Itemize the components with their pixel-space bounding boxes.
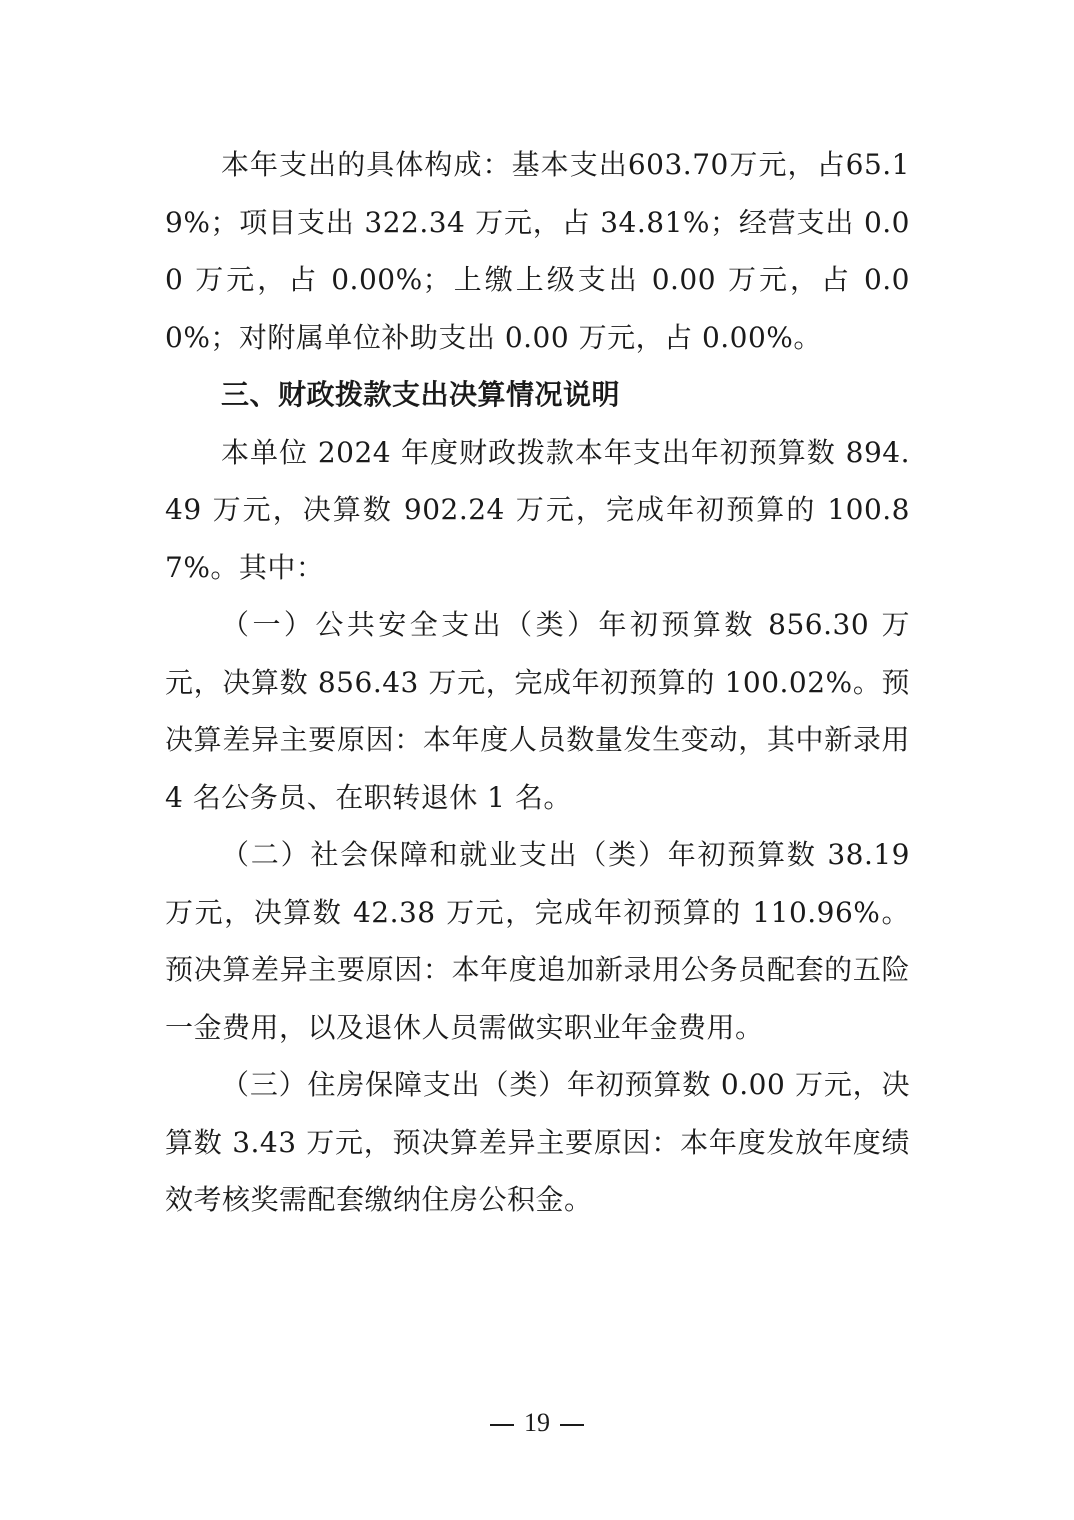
footer-dash-left <box>490 1424 514 1426</box>
paragraph-housing: （三）住房保障支出（类）年初预算数 0.00 万元，决算数 3.43 万元，预决算差异主要原因：本年度发放年度绩效考核奖需配套缴纳住房公积金。 <box>165 1068 910 1216</box>
paragraph-social-security: （二）社会保障和就业支出（类）年初预算数 38.19 万元，决算数 42.38 万元，完成年初预算的 110.96%。预决算差异主要原因：本年度追加新录用公务员配套的五险一金费用，以及退休人员需做实职业年金费用。 <box>165 838 910 1044</box>
paragraph-expenditure-composition: 本年支出的具体构成：基本支出603.70万元，占65.19%；项目支出 322.34 万元，占 34.81%；经营支出 0.00 万元，占 0.00%；上缴上级支出 0.00 万元，占 0.00%；对附属单位补助支出 0.00 万元，占 0.00%。 <box>165 148 910 354</box>
section-heading-3: 三、财政拨款支出决算情况说明 <box>221 378 621 411</box>
paragraph-fiscal-appropriation-summary: 本单位 2024 年度财政拨款本年支出年初预算数 894.49 万元，决算数 902.24 万元，完成年初预算的 100.87%。其中： <box>165 435 910 584</box>
page-footer <box>0 1408 1074 1438</box>
paragraph-public-security: （一）公共安全支出（类）年初预算数 856.30 万元，决算数 856.43 万元，完成年初预算的 100.02%。预决算差异主要原因：本年度人员数量发生变动，其中新录用 4 名公务员、在职转退休 1 名。 <box>165 608 910 814</box>
body-text <box>165 136 910 1229</box>
page-number: 19 <box>524 1408 550 1437</box>
footer-dash-right <box>560 1424 584 1426</box>
